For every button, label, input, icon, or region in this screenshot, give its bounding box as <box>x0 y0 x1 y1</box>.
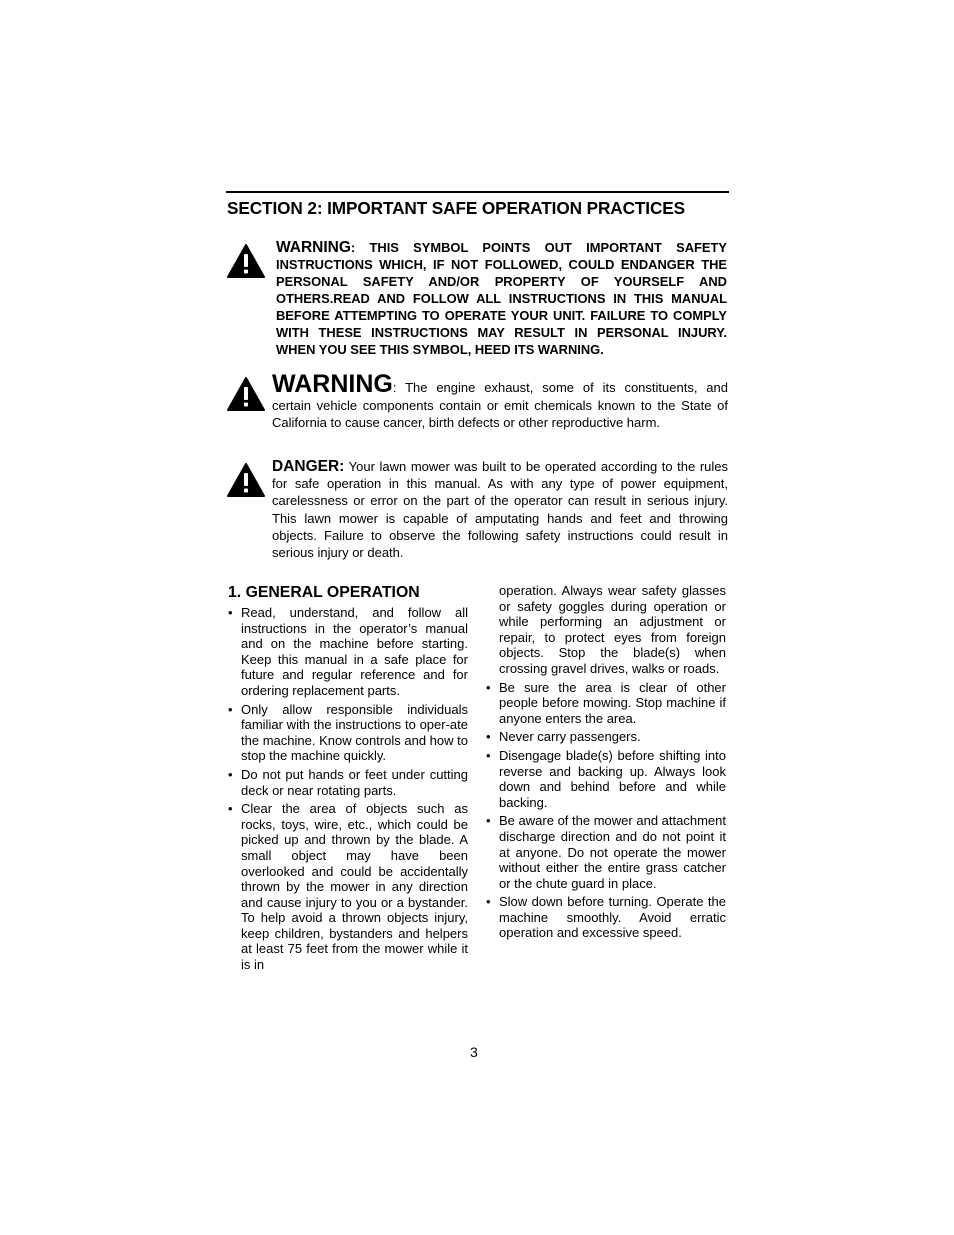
list-item: • Do not put hands or feet under cutting deck or near rotating parts. <box>228 767 468 798</box>
warning-triangle-icon <box>227 377 265 411</box>
right-bullet-list <box>486 680 726 942</box>
page-number: 3 <box>470 1044 478 1060</box>
continued-paragraph: operation. Always wear safety glasses or safety goggles during operation or while performing an adjustment or repair, to protect eyes from foreign objects. Stop the blade(s) when crossing gravel drives, walks or roads. <box>499 583 726 676</box>
danger-lead: DANGER: <box>272 458 345 475</box>
section-rule <box>226 191 729 193</box>
left-column <box>228 583 468 976</box>
warning-symbol-text: : THIS SYMBOL POINTS OUT IMPORTANT SAFETY INSTRUCTIONS WHICH, IF NOT FOLLOWED, COULD ENDANGER THE PERSONAL SAFETY AND/OR PROPERTY OF YOURSELF AND OTHERS.READ AND FOLLOW ALL INSTRUCTIONS IN THIS MANUAL BEFORE ATTEMPTING TO OPERATE YOUR UNIT. FAILURE TO COMPLY WITH THESE INSTRUCTIONS MAY RESULT IN PERSONAL INJURY. WHEN YOU SEE THIS SYMBOL, HEED ITS WARNING. <box>276 240 727 357</box>
danger-notice <box>272 458 728 561</box>
list-item: • Clear the area of objects such as rocks, toys, wire, etc., which could be picked up and thrown by the blade. A small object may have been overlooked and could be accidentally thrown by the mower in any direction and cause injury to you or a bystander. To help avoid a thrown objects injury, keep children, bystanders and helpers at least 75 feet from the mower while it is in <box>228 801 468 973</box>
list-item: • Slow down before turning. Operate the machine smoothly. Avoid erratic operation and excessive speed. <box>486 894 726 941</box>
list-item: • Only allow responsible individuals familiar with the instructions to oper-ate the machine. Know controls and how to stop the machine quickly. <box>228 702 468 764</box>
list-item: • Never carry passengers. <box>486 729 726 745</box>
warning-lead: WARNING <box>276 239 351 256</box>
warning-triangle-icon <box>227 244 265 278</box>
list-item: • Be aware of the mower and attachment discharge direction and do not point it at anyone. Do not operate the mower without either the entire grass catcher or the chute guard in place. <box>486 813 726 891</box>
california-warning-text: : The engine exhaust, some of its constituents, and certain vehicle components contain or emit chemicals known to the State of California to cause cancer, birth defects or other reproductive harm. <box>272 380 728 430</box>
warning-triangle-icon <box>227 463 265 497</box>
section-title: SECTION 2: IMPORTANT SAFE OPERATION PRACTICES <box>227 198 685 218</box>
danger-text: Your lawn mower was built to be operated according to the rules for safe operation in this manual. As with any type of power equipment, carelessness or error on the part of the operator can result in serious injury. This lawn mower is capable of amputating hands and feet and throwing objects. Failure to observe the following safety instructions could result in serious injury or death. <box>272 459 728 561</box>
subsection-title: 1. GENERAL OPERATION <box>228 584 420 601</box>
list-item: • Be sure the area is clear of other people before mowing. Stop machine if anyone enters the area. <box>486 680 726 727</box>
warning-lead-large: WARNING <box>272 370 393 398</box>
left-bullet-list <box>228 605 468 973</box>
list-item: • Disengage blade(s) before shifting into reverse and backing up. Always look down and behind before and while backing. <box>486 748 726 810</box>
california-warning-notice <box>272 372 728 432</box>
right-column <box>486 583 726 944</box>
list-item: • Read, understand, and follow all instructions in the operator’s manual and on the machine before starting. Keep this manual in a safe place for future and regular reference and for ordering replacement parts. <box>228 605 468 699</box>
warning-symbol-notice <box>276 239 727 358</box>
